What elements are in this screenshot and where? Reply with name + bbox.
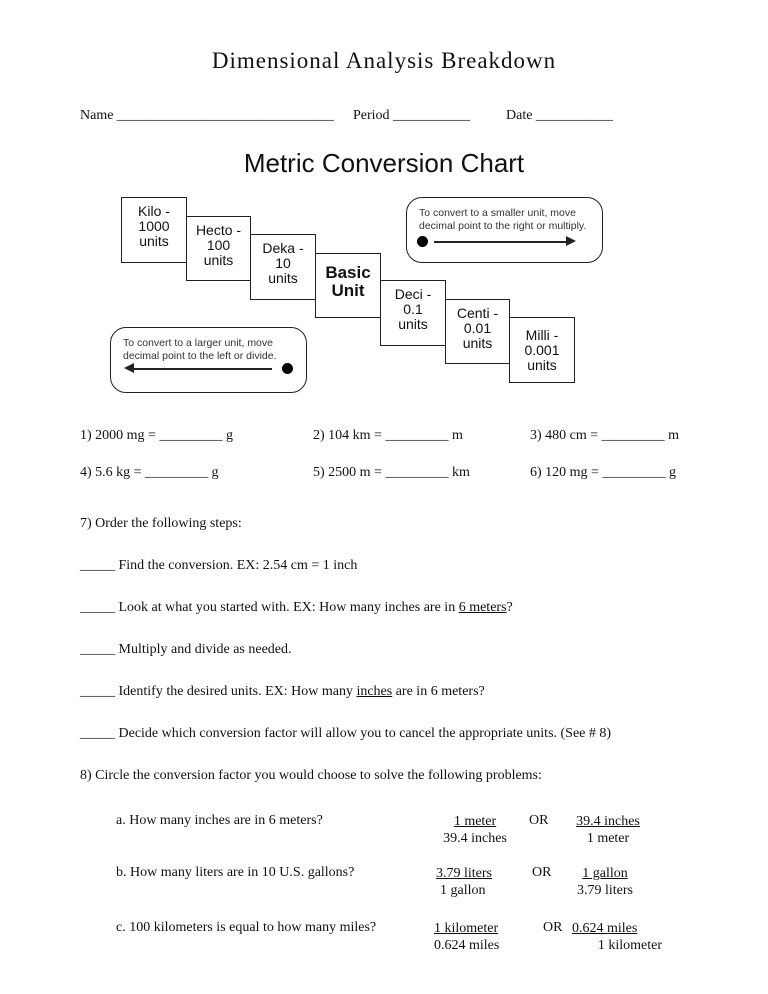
note-text: To convert to a smaller unit, move xyxy=(419,207,576,219)
unit-box-hecto xyxy=(186,216,251,281)
numerator: 0.624 miles xyxy=(572,921,638,936)
name-field[interactable]: Name _______________________________ xyxy=(80,108,334,123)
numerator: 1 meter xyxy=(453,814,497,829)
step-item xyxy=(80,558,357,574)
denominator: 39.4 inches xyxy=(443,831,507,846)
factor-option-2[interactable] xyxy=(560,865,650,899)
question-8c: c. 100 kilometers is equal to how many miles? xyxy=(116,920,377,935)
note-text: To convert to a larger unit, move xyxy=(123,337,273,349)
problem-2: 2) 104 km = _________ m xyxy=(313,428,463,443)
question-8a: a. How many inches are in 6 meters? xyxy=(116,813,323,828)
denominator: 1 kilometer xyxy=(597,938,662,953)
factor-option-1[interactable] xyxy=(436,865,516,899)
step-underlined: 6 meters xyxy=(458,600,507,615)
unit-prefix: Deka - xyxy=(262,240,304,256)
right-arrow-icon xyxy=(434,241,569,243)
date-field[interactable]: Date ___________ xyxy=(506,108,613,123)
denominator: 0.624 miles xyxy=(434,938,500,953)
problem-4: 4) 5.6 kg = _________ g xyxy=(80,465,219,480)
unit-box-deka xyxy=(250,234,316,300)
numerator: 39.4 inches xyxy=(576,814,640,829)
step-text: _____ Multiply and divide as needed. xyxy=(80,642,292,657)
numerator: 3.79 liters xyxy=(436,866,492,881)
unit-label: units xyxy=(462,335,493,351)
step-text: _____ Identify the desired units. EX: How many xyxy=(80,684,357,699)
unit-value: 10 xyxy=(275,255,291,271)
unit-value: 0.1 xyxy=(403,301,423,317)
note-text: decimal point to the right or multiply. xyxy=(419,220,587,232)
step-underlined: inches xyxy=(356,684,393,699)
or-label: OR xyxy=(529,813,549,828)
step-text: _____ Decide which conversion factor will allow you to cancel the appropriate units. (See # 8) xyxy=(80,726,612,741)
step-text: ? xyxy=(506,600,513,615)
left-arrow-icon xyxy=(132,368,272,370)
note-text: decimal point to the left or divide. xyxy=(123,350,277,362)
unit-box-basic xyxy=(315,253,381,318)
unit-prefix: Basic xyxy=(325,263,371,282)
numerator: 1 kilometer xyxy=(434,921,499,936)
unit-label: units xyxy=(268,270,298,286)
unit-value: 0.01 xyxy=(463,320,492,336)
unit-label: units xyxy=(203,252,234,268)
denominator: 1 meter xyxy=(586,831,630,846)
or-label: OR xyxy=(543,920,563,935)
unit-box-milli xyxy=(509,317,575,383)
factor-option-2[interactable] xyxy=(572,920,662,954)
numerator: 1 gallon xyxy=(582,866,628,881)
page-title: Dimensional Analysis Breakdown xyxy=(211,48,557,73)
step-text: _____ Find the conversion. EX: 2.54 cm = 1 inch xyxy=(80,558,358,573)
unit-prefix: Kilo - xyxy=(138,203,170,219)
note-smaller-unit xyxy=(406,197,603,263)
factor-option-1[interactable] xyxy=(430,813,520,847)
step-text: _____ Look at what you started with. EX: How many inches are in xyxy=(80,600,459,615)
question-8-prompt: 8) Circle the conversion factor you would choose to solve the following problems: xyxy=(80,768,542,783)
or-label: OR xyxy=(532,865,552,880)
unit-prefix: Hecto - xyxy=(195,222,242,238)
factor-option-1[interactable] xyxy=(434,920,514,954)
dot-icon xyxy=(417,236,428,247)
denominator: 3.79 liters xyxy=(577,883,633,898)
step-item xyxy=(80,684,485,700)
step-text: are in 6 meters? xyxy=(392,684,485,699)
unit-box-kilo xyxy=(121,197,187,263)
problem-3: 3) 480 cm = _________ m xyxy=(530,428,680,443)
denominator: 1 gallon xyxy=(440,883,486,898)
arrowhead-right-icon xyxy=(566,236,576,246)
unit-box-deci xyxy=(380,280,446,346)
note-larger-unit xyxy=(110,327,307,393)
problem-5: 5) 2500 m = _________ km xyxy=(313,465,470,480)
question-8b: b. How many liters are in 10 U.S. gallons? xyxy=(116,865,355,880)
unit-value: 100 xyxy=(206,237,231,253)
unit-label: units xyxy=(139,233,169,249)
unit-prefix: Centi - xyxy=(456,305,499,321)
unit-value: 0.001 xyxy=(524,342,560,358)
problem-1: 1) 2000 mg = _________ g xyxy=(80,428,233,443)
unit-value: 1000 xyxy=(138,218,170,234)
arrowhead-left-icon xyxy=(124,363,134,373)
period-field[interactable]: Period ___________ xyxy=(353,108,471,123)
question-7-prompt: 7) Order the following steps: xyxy=(80,516,242,531)
unit-prefix: Deci - xyxy=(394,286,432,302)
unit-box-centi xyxy=(445,299,510,364)
step-item xyxy=(80,642,292,658)
unit-label: units xyxy=(527,357,557,373)
unit-prefix: Milli - xyxy=(525,327,559,343)
factor-option-2[interactable] xyxy=(560,813,656,847)
problem-6: 6) 120 mg = _________ g xyxy=(530,465,676,480)
chart-title: Metric Conversion Chart xyxy=(243,148,525,178)
unit-value: Unit xyxy=(331,281,365,300)
dot-icon xyxy=(282,363,293,374)
unit-label: units xyxy=(398,316,428,332)
step-item xyxy=(80,600,513,616)
step-item xyxy=(80,726,611,742)
